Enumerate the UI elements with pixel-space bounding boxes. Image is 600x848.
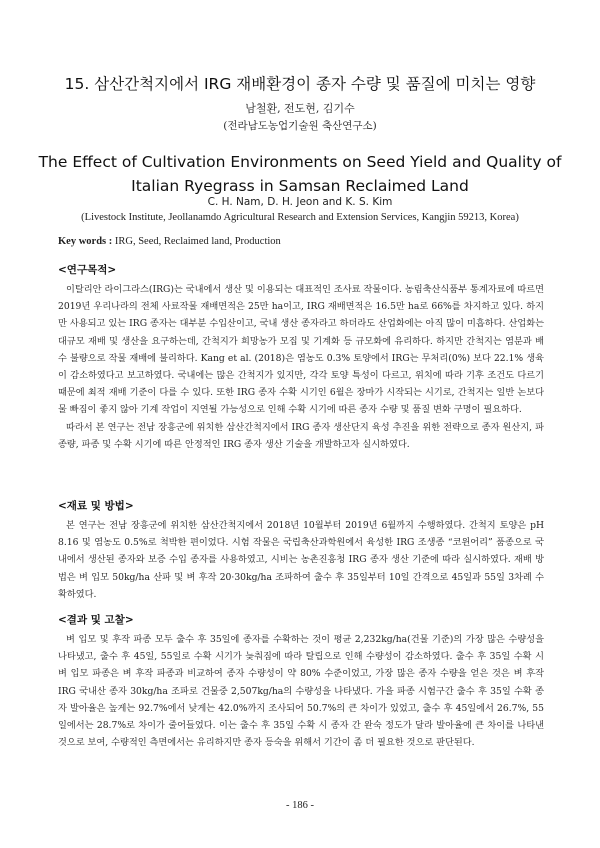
- section-results-para1: 벼 입모 및 후작 파종 모두 출수 후 35일에 종자를 수확하는 것이 평균 2,232kg/ha(건물 기준)의 가장 많은 수량성을 나타냈고, 출수 후 45일, 55일로 수확 시기가 늦춰짐에 따라 탈립으로 인해 수량성이 감소하였다. 출수 후 35일 수확 시 벼 입모 파종은 벼 후작 파종과 비교하여 종자 수량성이 약 80% 수준이었고, 가장 많은 종자 수량을 얻은 것은 벼 후작 IRG 국내산 종자 30kg/ha 조파로 건물중 2,507kg/ha의 수량성을 나타냈다. 가을 파종 시험구간 출수 후 35일 수확 종자 발아율은 높게는 92.7%에서 낮게는 42.0%까지 조사되어 50.7%의 큰 차이가 있었고, 출수 후 45일에서 26.7%, 55일에서는 28.7%로 차이가 줄어들었다. 이는 출수 후 35일 수확 시 종자 간 완숙 정도가 달라 발아율에 큰 차이를 나타낸 것으로 보여, 수량적인 측면에서는 유리하지만 종자 등숙을 위해서 기간이 좀 더 필요한 것으로 판단된다.: [58, 634, 544, 749]
- english-title-line2: Italian Ryegrass in Samsan Reclaimed Land: [131, 177, 469, 195]
- section-methods-heading: <재료 및 방법>: [58, 500, 134, 512]
- keywords-text: IRG, Seed, Reclaimed land, Production: [114, 236, 281, 247]
- english-authors: C. H. Nam, D. H. Jeon and K. S. Kim: [207, 196, 393, 208]
- section-purpose-heading: <연구목적>: [58, 264, 117, 276]
- keywords: [58, 236, 548, 247]
- english-title: [0, 150, 600, 198]
- section-results: [58, 612, 544, 751]
- section-purpose: [58, 262, 544, 453]
- section-purpose-para1: 이탈리안 라이그라스(IRG)는 국내에서 생산 및 이용되는 대표적인 조사료 작물이다. 농림축산식품부 통계자료에 따르면 2019년 우리나라의 전체 사료작물 재배면적은 25만 ha이고, IRG 재배면적은 16.5만 ha로 66%를 차지하고 있다. 하지만 사용되고 있는 IRG 종자는 대부분 수입산이고, 국내 생산 종자라고 하더라도 산업화에는 아직 많이 미흡하다. 산업화는 대규모 재배 및 생산을 요구하는데, 간척지가 희망농가 모집 및 기계화 등 규모화에 유리하다. 하지만 간척지는 염분과 배수 불량으로 작물 재배에 불리하다. Kang et al. (2018)은 염농도 0.3% 토양에서 IRG는 무처리(0%) 보다 22.1% 생육이 감소하였다고 보고하였다. 국내에는 많은 간척지가 있지만, 각각 토양 특성이 다르고, 위치에 따라 기후 조건도 다르기 때문에 최적 재배 기준이 다를 수 있다. 또한 IRG 종자 수확 시기인 6월은 장마가 시작되는 시기로, 간척지는 일반 논보다 물 빠짐이 좋지 않아 기계 작업이 지연될 가능성으로 인해 수확 시기에 따른 종자 수량 및 품질 변화 구명이 필요하다.: [58, 284, 544, 416]
- page-number: - 186 -: [286, 800, 314, 811]
- korean-title: 15. 삼산간척지에서 IRG 재배환경이 종자 수량 및 품질에 미치는 영향: [64, 75, 536, 93]
- english-affiliation: (Livestock Institute, Jeollanamdo Agricultural Research and Extension Services, Kangjin 59213, Korea): [81, 212, 519, 223]
- section-methods: [58, 498, 544, 603]
- korean-authors: 남철환, 전도현, 김기수: [245, 102, 355, 115]
- korean-affiliation: (전라남도농업기술원 축산연구소): [223, 120, 377, 132]
- section-results-heading: <결과 및 고찰>: [58, 614, 134, 626]
- keywords-label: Key words :: [58, 236, 113, 247]
- section-purpose-para2: 따라서 본 연구는 전남 장흥군에 위치한 삼산간척지에서 IRG 종자 생산단지 육성 추진을 위한 전략으로 종자 원산지, 파종량, 파종 및 수확 시기에 따른 안정적인 IRG 종자 생산 기술을 개발하고자 실시하였다.: [58, 421, 544, 450]
- english-title-line1: The Effect of Cultivation Environments on Seed Yield and Quality of: [38, 153, 562, 171]
- section-methods-para1: 본 연구는 전남 장흥군에 위치한 삼산간척지에서 2018년 10월부터 2019년 6월까지 수행하였다. 간척지 토양은 pH 8.16 및 염농도 0.5%로 척박한 편이었다. 시험 작물은 국립축산과학원에서 육성한 IRG 조생종 “코윈어리” 품종으로 국내에서 생산된 종자와 보증 수입 종자를 사용하였고, 시비는 농촌진흥청 IRG 종자 생산 기준에 따라 실시하였다. 재배 방법은 벼 입모 50kg/ha 산파 및 벼 후작 20·30kg/ha 조파하여 출수 후 35일부터 10일 간격으로 45일과 55일 3차례 수확하였다.: [58, 520, 544, 600]
